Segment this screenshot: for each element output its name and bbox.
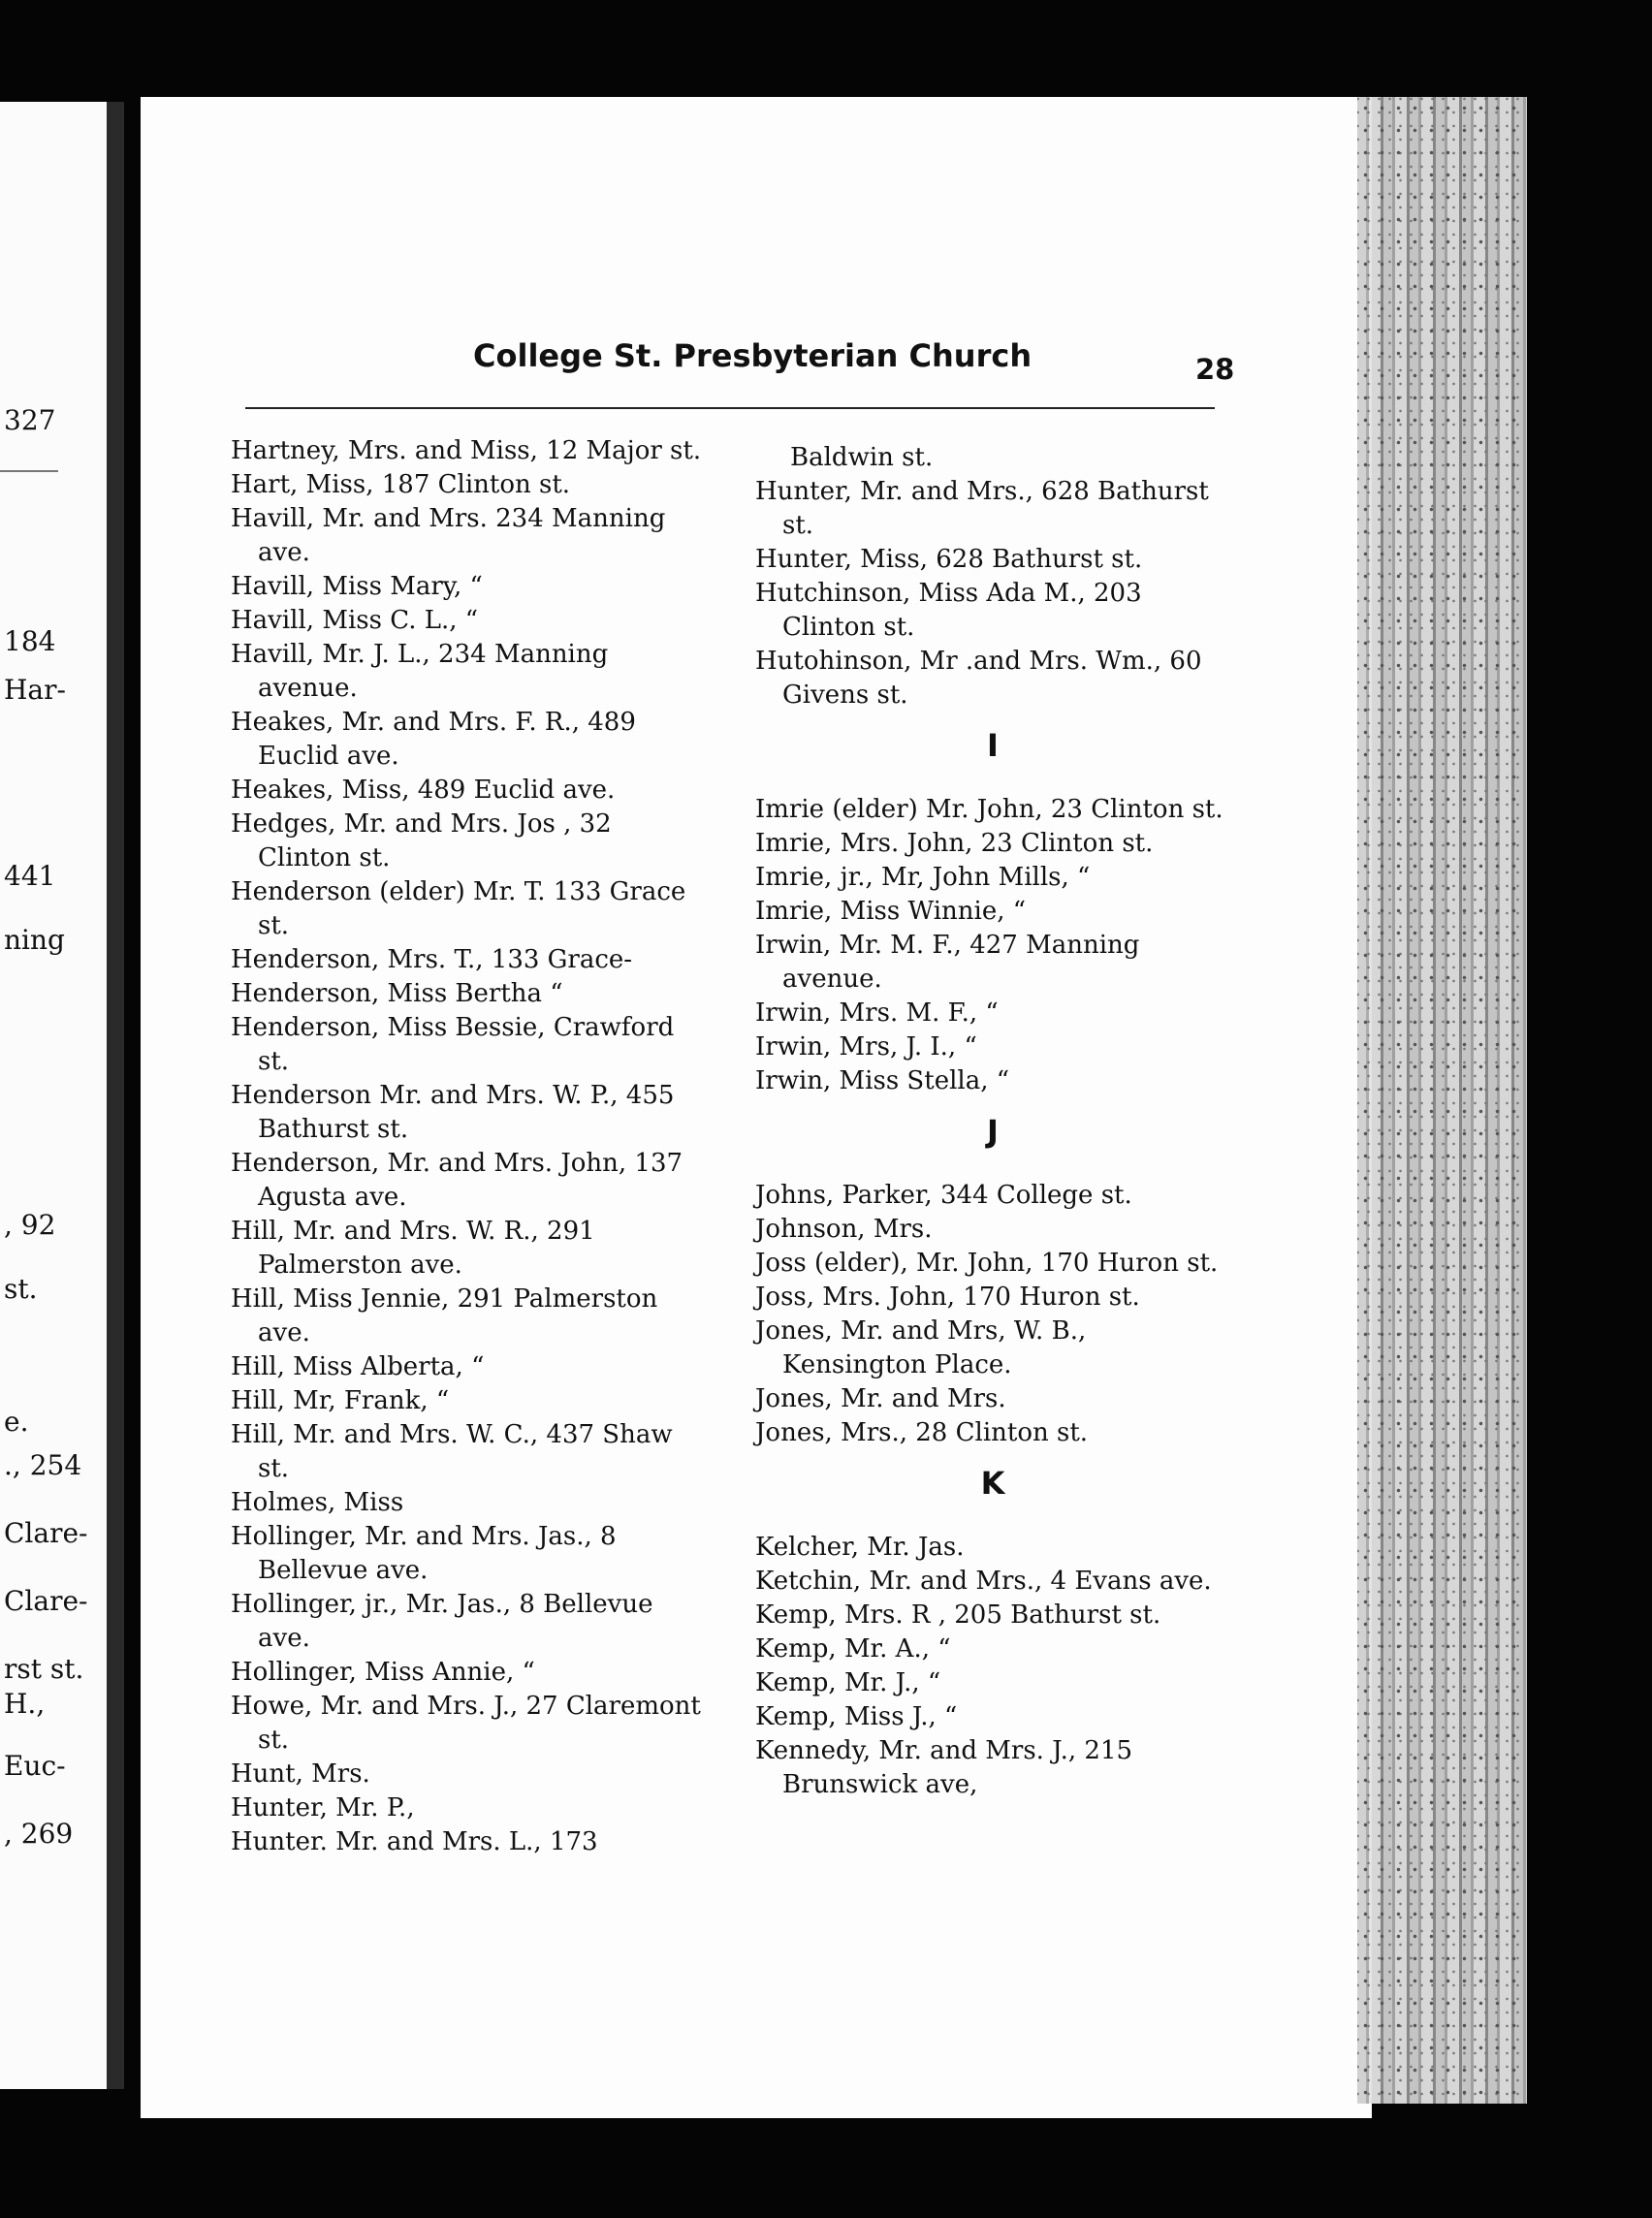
directory-entry: Hutohinson, Mr .and Mrs. Wm., 60 Givens st.	[755, 647, 1202, 710]
directory-entry: Kemp, Miss J., “	[755, 1702, 958, 1731]
directory-entry: Henderson, Miss Bertha “	[231, 979, 563, 1008]
directory-entry: Hollinger, Miss Annie, “	[231, 1658, 535, 1687]
directory-entry: Hollinger, Mr. and Mrs. Jas., 8 Bellevue ave.	[231, 1522, 617, 1585]
page-edge-foxing	[1357, 97, 1527, 2104]
facing-page-fragment: 327	[4, 404, 56, 436]
facing-page-fragment: 441	[4, 860, 56, 892]
facing-page-fragment: , 92	[4, 1209, 56, 1241]
directory-entry: Hill, Mr, Frank, “	[231, 1386, 450, 1415]
header-rule	[245, 407, 1215, 409]
directory-entry: Jones, Mr. and Mrs, W. B., Kensington Place.	[755, 1316, 1087, 1379]
directory-entry: Irwin, Miss Stella, “	[755, 1066, 1010, 1095]
section-letter-k: K	[980, 1465, 1005, 1502]
directory-entry: Heakes, Miss, 489 Euclid ave.	[231, 776, 616, 805]
directory-entry: Hutchinson, Miss Ada M., 203 Clinton st.	[755, 579, 1142, 642]
directory-entry: Hedges, Mr. and Mrs. Jos , 32 Clinton st.	[231, 809, 612, 872]
directory-entry: Ketchin, Mr. and Mrs., 4 Evans ave.	[755, 1567, 1212, 1596]
directory-entry: Havill, Mr. J. L., 234 Manning avenue.	[231, 640, 609, 703]
directory-entry: Havill, Miss Mary, “	[231, 572, 483, 601]
directory-entry: Howe, Mr. and Mrs. J., 27 Claremont st.	[231, 1692, 701, 1755]
facing-page-fragment: e.	[4, 1406, 29, 1438]
directory-entry: Hill, Miss Jennie, 291 Palmerston ave.	[231, 1284, 658, 1347]
directory-entry: Hartney, Mrs. and Miss, 12 Major st.	[231, 436, 702, 465]
directory-entry: Hunter, Mr. P.,	[231, 1793, 415, 1822]
facing-page-fragment: Clare-	[4, 1585, 88, 1617]
directory-entry: Joss (elder), Mr. John, 170 Huron st.	[755, 1249, 1219, 1278]
directory-entry: Holmes, Miss	[231, 1488, 404, 1517]
running-header: College St. Presbyterian Church	[473, 337, 1032, 374]
directory-entry: Kemp, Mr. J., “	[755, 1668, 941, 1697]
directory-entry: Irwin, Mr. M. F., 427 Manning avenue.	[755, 931, 1140, 994]
directory-entry: Jones, Mr. and Mrs.	[755, 1384, 1006, 1413]
page-number: 28	[1195, 353, 1235, 386]
directory-entry: Irwin, Mrs, J. I., “	[755, 1032, 977, 1061]
section-letter-i: I	[987, 727, 999, 764]
directory-entry: Imrie (elder) Mr. John, 23 Clinton st.	[755, 795, 1223, 824]
section-letter-j: J	[987, 1113, 999, 1150]
directory-entry: Henderson, Miss Bessie, Crawford st.	[231, 1013, 675, 1076]
directory-entry: Henderson, Mr. and Mrs. John, 137 Agusta ave.	[231, 1149, 683, 1212]
facing-page-fragment: 184	[4, 625, 56, 657]
facing-page	[0, 102, 124, 2089]
directory-entry: Irwin, Mrs. M. F., “	[755, 998, 999, 1028]
directory-entry: Imrie, Mrs. John, 23 Clinton st.	[755, 829, 1154, 858]
directory-entry: Imrie, Miss Winnie, “	[755, 897, 1027, 926]
directory-entry: Hollinger, jr., Mr. Jas., 8 Bellevue ave.	[231, 1590, 653, 1653]
directory-entry: Jones, Mrs., 28 Clinton st.	[755, 1418, 1089, 1447]
directory-entry: Henderson, Mrs. T., 133 Grace-	[231, 945, 633, 974]
directory-entry-continuation: Baldwin st.	[790, 443, 934, 472]
facing-page-rule	[0, 470, 58, 472]
facing-page-fragment: st.	[4, 1273, 38, 1305]
directory-column-left	[231, 434, 706, 1859]
facing-page-fragment: rst st.	[4, 1653, 84, 1685]
facing-page-fragment: Euc-	[4, 1750, 66, 1782]
facing-page-fragment: ., 254	[4, 1449, 82, 1481]
facing-page-fragment: Clare-	[4, 1517, 88, 1549]
directory-entry: Henderson Mr. and Mrs. W. P., 455 Bathurst st.	[231, 1081, 675, 1144]
directory-entry: Heakes, Mr. and Mrs. F. R., 489 Euclid ave.	[231, 708, 636, 771]
directory-entry: Havill, Miss C. L., “	[231, 606, 479, 635]
directory-entry: Havill, Mr. and Mrs. 234 Manning ave.	[231, 504, 666, 567]
directory-entry: Johns, Parker, 344 College st.	[755, 1181, 1132, 1210]
directory-entry: Kemp, Mr. A., “	[755, 1634, 951, 1664]
directory-entry: Kemp, Mrs. R , 205 Bathurst st.	[755, 1600, 1161, 1630]
directory-entry: Johnson, Mrs.	[755, 1215, 933, 1244]
directory-entry: Hill, Miss Alberta, “	[231, 1352, 485, 1381]
facing-page-fragment: , 269	[4, 1818, 74, 1850]
facing-page-fragment: Har-	[4, 674, 66, 706]
directory-entry: Hill, Mr. and Mrs. W. C., 437 Shaw st.	[231, 1420, 673, 1483]
directory-entry: Hunter, Miss, 628 Bathurst st.	[755, 545, 1143, 574]
directory-column-right	[755, 441, 1230, 1802]
facing-page-fragment: H.,	[4, 1688, 46, 1720]
directory-entry: Hunter. Mr. and Mrs. L., 173	[231, 1827, 598, 1856]
directory-entry: Joss, Mrs. John, 170 Huron st.	[755, 1283, 1140, 1312]
facing-page-fragment: ning	[4, 924, 65, 956]
directory-entry: Kelcher, Mr. Jas.	[755, 1533, 965, 1562]
directory-entry: Henderson (elder) Mr. T. 133 Grace st.	[231, 877, 686, 940]
directory-entry: Hill, Mr. and Mrs. W. R., 291 Palmerston ave.	[231, 1217, 595, 1280]
directory-entry: Imrie, jr., Mr, John Mills, “	[755, 863, 1091, 892]
directory-entry: Hart, Miss, 187 Clinton st.	[231, 470, 571, 499]
directory-entry: Hunter, Mr. and Mrs., 628 Bathurst st.	[755, 477, 1209, 540]
directory-entry: Hunt, Mrs.	[231, 1759, 370, 1789]
directory-entry: Kennedy, Mr. and Mrs. J., 215 Brunswick ave,	[755, 1736, 1133, 1799]
